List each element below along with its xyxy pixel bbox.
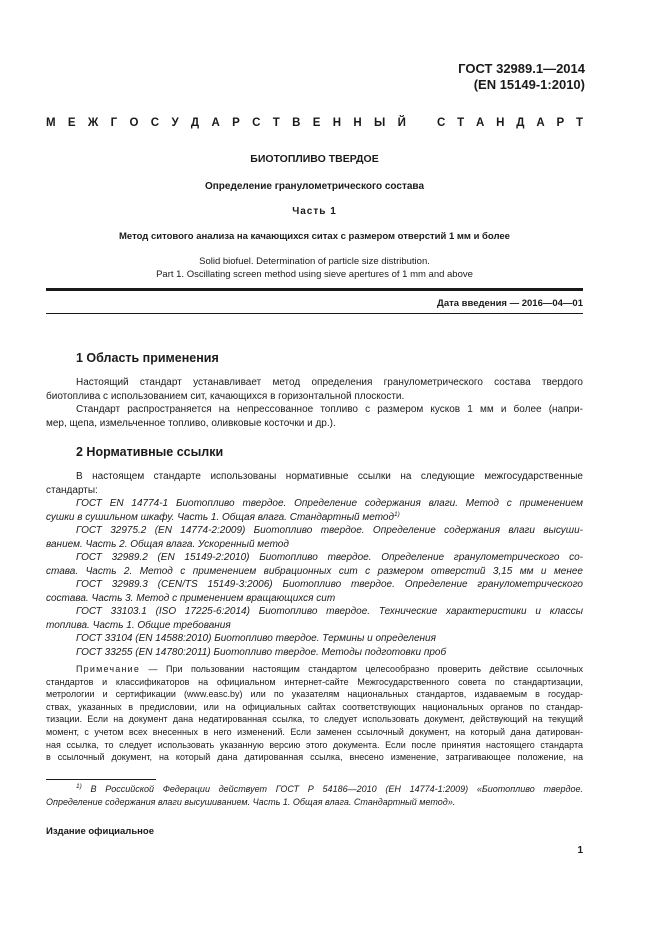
note-line: ная ссылка, то следует использовать указанную версию этого документа. Если после принятия настоящего стандарта xyxy=(46,739,583,750)
note-line: момент, с учетом всех внесенных в него изменений. Если заменен ссылочный документ, на который дана датирован- xyxy=(46,726,583,737)
banner-letter: Ж xyxy=(87,117,99,129)
banner-letter: С xyxy=(437,117,446,129)
text-line: мер, щепа, измельченное топливо, оливковые косточки и др.). xyxy=(46,417,336,429)
title-divider-thin xyxy=(46,313,583,314)
banner-right-word xyxy=(437,117,583,129)
english-title-line1: Solid biofuel. Determination of particle size distribution. xyxy=(199,256,430,267)
part-label: Часть 1 xyxy=(292,206,337,217)
standard-code: ГОСТ 32989.1—2014 xyxy=(458,61,585,76)
footnote-mark: 1) xyxy=(76,783,82,790)
banner-letter: Н xyxy=(332,117,342,129)
footnote-line: Определение содержания влаги высушиванием. Часть 1. Общая влага. Стандартный метод». xyxy=(46,797,456,807)
document-subtitle: Определение гранулометрического состава xyxy=(204,181,425,192)
banner-letter: Е xyxy=(67,117,76,129)
reference-line: ГОСТ 33103.1 (ISO 17225-6:2014) Биотопливо твердое. Технические характеристики и классы xyxy=(76,606,583,617)
banner-letter: Ы xyxy=(374,117,386,129)
banner-left-word xyxy=(46,117,406,129)
effective-date: Дата введения — 2016—04—01 xyxy=(437,298,583,309)
reference-line: ГОСТ 33104 (EN 14588:2010) Биотопливо твердое. Термины и определения xyxy=(76,633,436,644)
footnote xyxy=(46,783,583,809)
interstate-standard-banner xyxy=(46,117,583,131)
standard-code-en: (EN 15149-1:2010) xyxy=(473,77,585,92)
banner-letter: Р xyxy=(232,117,240,129)
banner-letter: А xyxy=(476,117,485,129)
reference-line: сушки в сушильном шкафу. Часть 1. Общая влага. Стандартный метод$^{1)}$ xyxy=(46,510,400,523)
text-line: Стандарт распространяется на непрессованное топливо с размером кусков 1 мм и более (напри- xyxy=(76,404,583,415)
banner-letter: Д xyxy=(516,117,525,129)
reference-line: состава. Часть 3. Метод с применением вращающихся сит xyxy=(46,592,336,604)
note-line: метрологии и сертификации (www.easc.by) или по указателям национальных стандартов, издаваемым в государ- xyxy=(46,689,583,700)
page-number: 1 xyxy=(577,845,583,856)
banner-letter: Р xyxy=(556,117,565,129)
footnote-line: $^{1)}$ В Российской Федерации действует ГОСТ Р 54186—2010 (ЕН 14774-1:2009) «Биотопливо твердое. xyxy=(76,783,583,794)
banner-letter: О xyxy=(129,117,139,129)
banner-letter: В xyxy=(292,117,301,129)
banner-letter: Г xyxy=(110,117,118,129)
banner-letter: Н xyxy=(496,117,505,129)
text-line: Настоящий стандарт устанавливает метод определения гранулометрического состава твердого xyxy=(76,377,583,388)
note-block xyxy=(46,663,583,764)
footnote-marker: 1) xyxy=(394,510,400,518)
banner-letter: Т xyxy=(457,117,465,129)
section-1-body xyxy=(46,376,583,430)
banner-letter: Н xyxy=(353,117,362,129)
reference-line: ГОСТ 32989.2 (EN 15149-2:2010) Биотопливо твердое. Определение гранулометрического со- xyxy=(76,552,583,563)
banner-letter: С xyxy=(252,117,261,129)
title-divider-thick xyxy=(46,288,583,291)
banner-letter: Т xyxy=(575,117,583,129)
section-2-body xyxy=(46,470,583,659)
banner-letter: Т xyxy=(272,117,280,129)
banner-letter: М xyxy=(46,117,56,129)
banner-letter: А xyxy=(536,117,545,129)
section-2-heading: 2 Нормативные ссылки xyxy=(76,445,224,459)
banner-letter: Й xyxy=(397,117,406,129)
note-line: ствах, указанных в предисловии, или на официальных сайтах соответствующих национальных органов по стандар- xyxy=(46,701,583,712)
note-line: стандартов и классификаторов на официальном интернет-сайте Межгосударственного совета по стандартизации, xyxy=(46,676,583,687)
footnote-divider xyxy=(46,779,156,780)
part-title: Метод ситового анализа на качающихся ситах с размером отверстий 1 мм и более xyxy=(119,231,510,242)
note-line: тизации. Если на документ дана недатированная ссылка, то следует использовать документ, действующий на текущий xyxy=(46,714,583,725)
document-title: БИОТОПЛИВО ТВЕРДОЕ xyxy=(250,153,379,165)
reference-line: ГОСТ 32975.2 (EN 14774-2:2009) Биотопливо твердое. Определение содержания влаги высуши- xyxy=(76,525,583,536)
reference-line: ванием. Часть 2. Общая влага. Ускоренный метод xyxy=(46,538,289,550)
note-line: в ссылочный документ, на который дана датированная ссылка, внесено изменение, затрагивающее положение, на xyxy=(46,752,583,763)
banner-letter: Е xyxy=(312,117,321,129)
note-label: Примечание xyxy=(76,664,141,674)
reference-line: ГОСТ EN 14774-1 Биотопливо твердое. Определение содержания влаги. Метод с применением xyxy=(76,498,583,509)
text-line: стандарты: xyxy=(46,484,98,496)
reference-line: става. Часть 2. Метод с применением вибрационных сит с размером отверстий 3,15 мм и менее xyxy=(46,565,583,577)
english-title-line2: Part 1. Oscillating screen method using sieve apertures of 1 mm and above xyxy=(156,269,473,280)
text-line: биотоплива с использованием сит, качающихся в горизонтальной плоскости. xyxy=(46,390,405,402)
section-1-heading: 1 Область применения xyxy=(76,351,219,365)
banner-letter: С xyxy=(150,117,160,129)
text-line: В настоящем стандарте использованы нормативные ссылки на следующие межгосударственные xyxy=(76,471,583,482)
banner-letter: А xyxy=(211,117,220,129)
edition-label: Издание официальное xyxy=(46,826,154,837)
banner-letter: Д xyxy=(190,117,200,129)
note-line: Примечание — При пользовании настоящим стандартом целесообразно проверить действие ссылочных xyxy=(76,664,583,674)
reference-line: топлива. Часть 1. Общие требования xyxy=(46,619,231,631)
reference-line: ГОСТ 32989.3 (CEN/TS 15149-3:2006) Биотопливо твердое. Определение гранулометрического xyxy=(76,579,583,590)
reference-line: ГОСТ 33255 (EN 14780:2011) Биотопливо твердое. Методы подготовки проб xyxy=(76,646,447,658)
banner-letter: У xyxy=(171,117,179,129)
